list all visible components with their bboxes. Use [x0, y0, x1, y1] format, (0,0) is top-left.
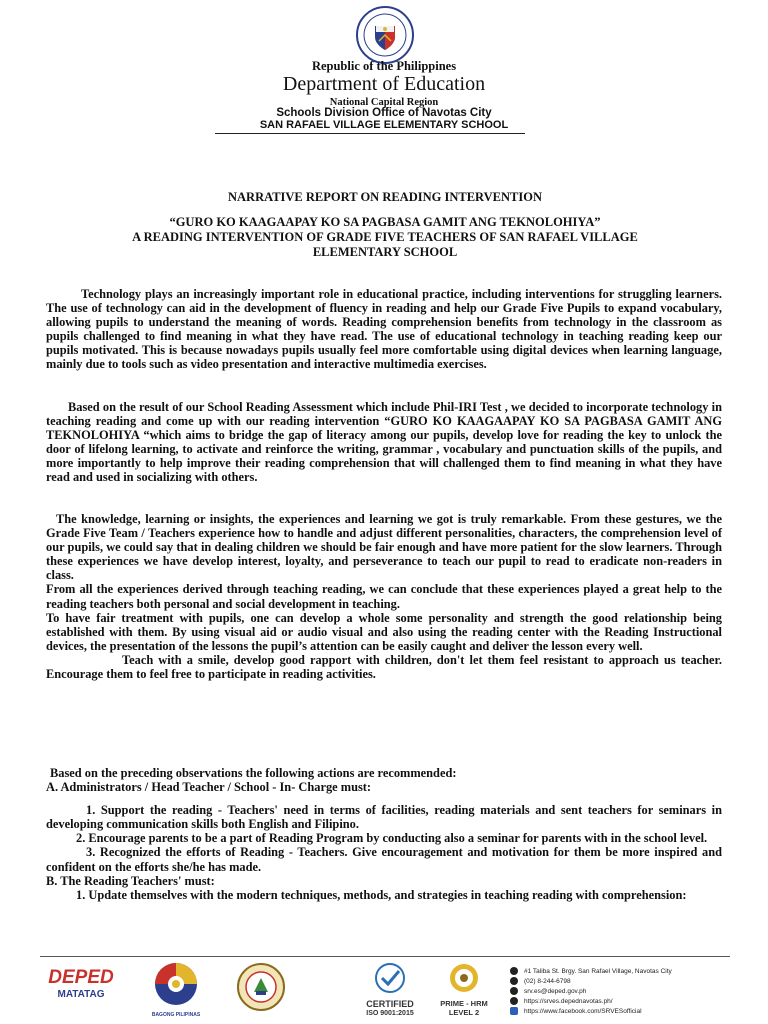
- recommendations-a-heading: A. Administrators / Head Teacher / School - In- Charge must:: [46, 780, 372, 795]
- prime-hrm-label: PRIME - HRM: [440, 999, 488, 1008]
- matatag-wordmark: MATATAG: [57, 989, 105, 1000]
- paragraph-text: Technology plays an increasingly important role in educational practice, including interventions for struggling learners. The use of technology can aid in the development of fluency in reading and help our Grade Five Pupils to expand vocabulary, allowing pupils to understand the meaning of words. Reading comprehension benefits from technology in the classroom as pupils challenged to find meaning in what they have read. The use of educational technology in teaching reading keep our pupils motivated. This is because nowadays pupils usually feel more comfortable using digital devices when learning language, mainly due to tools such as video presentation and interactive multimedia exercises.: [46, 287, 722, 372]
- bagong-pilipinas-logo: [140, 962, 212, 1018]
- recommendation-b1: 1. Update themselves with the modern techniques, methods, and strategies in teaching reading with comprehension:: [76, 887, 687, 902]
- region-line: National Capital Region: [329, 97, 439, 108]
- paragraphs-3-6: [46, 512, 722, 681]
- department-title: Department of Education: [282, 73, 486, 95]
- phone-icon: [510, 977, 518, 985]
- paragraph-text: Based on the result of our School Reading Assessment which include Phil-IRI Test , we decided to incorporate technology in teaching reading and come up with our reading intervention “GURO KO KAAGAAPAY KO SA PAGBASA GAMIT ANG TEKNOLOHIYA “which aims to bridge the gap of literacy among our pupils, develop love for reading the key to unlock the door of lifelong learning, to activate and reinforce the writing, grammar , vocabulary and punctuation skills of the pupils, and more importantly to help improve their reading comprehension that will challenged them to find meaning in what they have read and used in socializing with others.: [46, 400, 722, 485]
- tuv-check-icon: [350, 962, 430, 994]
- iso-label: ISO 9001:2015: [366, 1010, 414, 1017]
- school-seal: [236, 962, 286, 1017]
- school-seal-icon: [236, 962, 286, 1012]
- contact-row-web: [510, 996, 740, 1006]
- location-icon: [510, 967, 518, 975]
- republic-line: Republic of the Philippines: [311, 59, 457, 73]
- recommendations-b-heading: B. The Reading Teachers' must:: [46, 873, 215, 888]
- intervention-name: “GURO KO KAAGAAPAY KO SA PAGBASA GAMIT ANG TEKNOLOHIYA”: [169, 215, 601, 229]
- contact-row-email: [510, 986, 740, 996]
- paragraph-text: The knowledge, learning or insights, the experiences and learning we got is truly remarkable. From these gestures, we the Grade Five Team / Teachers experience how to handle and adjust different personalities, characters, the comprehension level of our pupils, we could say that in dealing children we should be fair enough and have more patient for the slow learners. Through these experiences we have develop interest, loyalty, and perseverance to teach our pupil to read to eradicate non-readers in class.: [46, 512, 722, 583]
- paragraph-1: [46, 287, 722, 372]
- bagong-pilipinas-wordmark: BAGONG PILIPINAS: [151, 1012, 201, 1018]
- paragraph-text: Teach with a smile, develop good rapport with children, don't let them feel resistant to approach us teacher. Encourage them to feel free to participate in reading activities.: [46, 652, 722, 682]
- footer-divider: [40, 956, 730, 957]
- deped-matatag-logo: [46, 962, 116, 1000]
- contact-row-facebook: [510, 1006, 740, 1016]
- contact-row-address: [510, 966, 740, 976]
- intervention-subtitle-2: ELEMENTARY SCHOOL: [312, 245, 458, 259]
- deped-wordmark: DEPED: [48, 967, 114, 988]
- iso-certified-logo: [350, 962, 430, 1017]
- paragraph-text: To have fair treatment with pupils, one can develop a whole some personality and strength the good relationship being established with them. By using visual aid or audio visual and also using the reading center with the Reading Instructional devices, the presentation of the lessons the pupil’s attention can be easily caught and deliver the lesson every well.: [46, 610, 722, 653]
- contact-phone: (02) 8-244-6798: [524, 977, 571, 985]
- recommendation-a3: 3. Recognized the efforts of Reading - Teachers. Give encouragement and motivation for them be more inspired and confident on the efforts she/he has made.: [46, 845, 722, 874]
- school-name: SAN RAFAEL VILLAGE ELEMENTARY SCHOOL: [259, 119, 509, 131]
- recommendations-intro: Based on the preceding observations the following actions are recommended:: [50, 766, 457, 780]
- web-icon: [510, 997, 518, 1005]
- prime-hrm-logo: [426, 962, 502, 1016]
- bagong-pilipinas-emblem-icon: [140, 962, 212, 1006]
- recommendation-a1: 1. Support the reading - Teachers' need in terms of facilities, reading materials and sent teachers for seminars in developing communication skills both English and Filipino.: [46, 803, 722, 832]
- facebook-icon: [510, 1007, 518, 1015]
- level-label: LEVEL 2: [448, 1007, 480, 1017]
- contact-address: #1 Taliba St. Brgy. San Rafael Village, Navotas City: [524, 967, 672, 975]
- division-line: Schools Division Office of Navotas City: [276, 107, 492, 119]
- report-title: NARRATIVE REPORT ON READING INTERVENTION: [228, 190, 542, 204]
- deped-seal-icon: [356, 6, 414, 64]
- certified-label: CERTIFIED: [366, 999, 414, 1009]
- contact-row-phone: [510, 976, 740, 986]
- prime-hrm-emblem-icon: [426, 962, 502, 994]
- email-icon: [510, 987, 518, 995]
- contact-info: [510, 966, 740, 1016]
- intervention-subtitle-1: A READING INTERVENTION OF GRADE FIVE TEACHERS OF SAN RAFAEL VILLAGE: [132, 230, 638, 244]
- header-divider: [215, 133, 525, 134]
- recommendation-a2: 2. Encourage parents to be a part of Reading Program by conducting also a seminar for parents with in the school level.: [76, 831, 708, 846]
- contact-email[interactable]: srv.es@deped.gov.ph: [524, 987, 587, 995]
- contact-facebook[interactable]: https://www.facebook.com/SRVESofficial: [524, 1007, 642, 1015]
- recommendations: [46, 766, 722, 902]
- contact-website[interactable]: https://srves.depednavotas.ph/: [524, 997, 613, 1005]
- paragraph-text: From all the experiences derived through teaching reading, we can conclude that these experiences played a great help to the reading teachers both personal and social development in teaching.: [46, 582, 722, 611]
- paragraph-2: [46, 400, 722, 485]
